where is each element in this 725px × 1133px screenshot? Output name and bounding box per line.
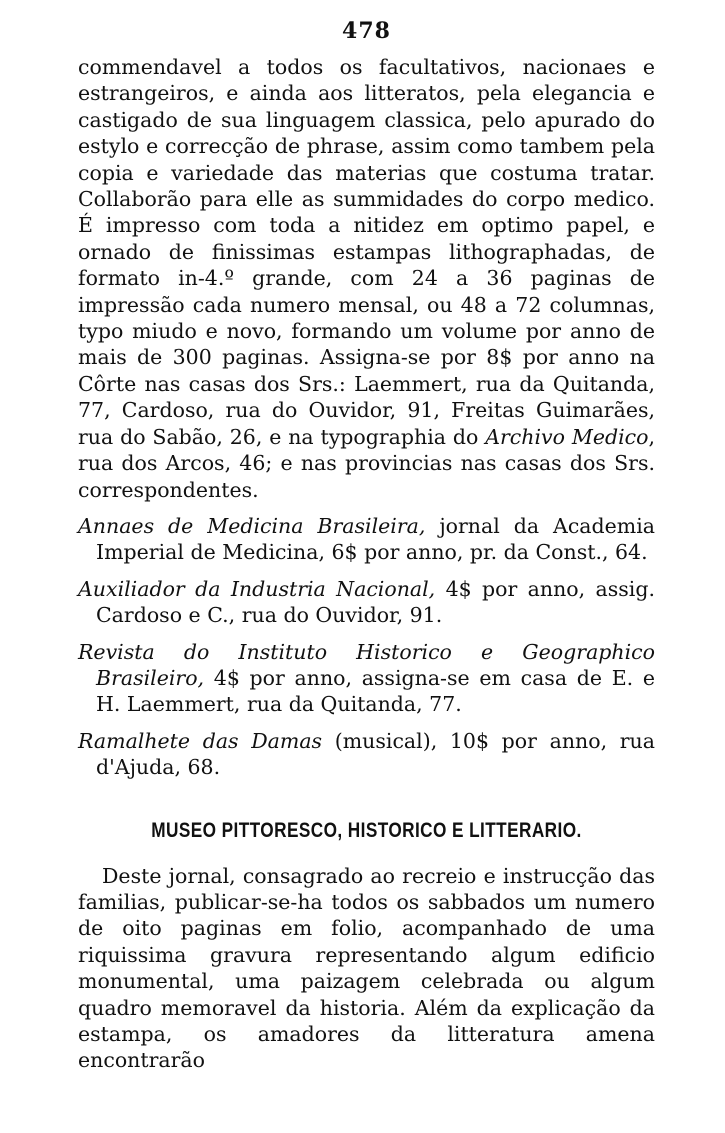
journal-details: jornal da Academia Imperial de Medicina, 6$ por anno, pr. da Const., 64. bbox=[96, 513, 655, 565]
journal-entry bbox=[78, 728, 655, 781]
section-paragraph: Deste jornal, consagrado ao recreio e instrucção das familias, publicar-se-ha todos os sabbados um numero de oito paginas em folio, acompanhado de uma riquissima gravura representando algum edificio monumental, uma paizagem celebrada ou algum quadro memoravel da historia. Além da explicação da estampa, os amadores da litteratura amena encontrarão bbox=[78, 863, 655, 1073]
journal-title: Revista do Instituto Historico e Geographico Brasileiro, bbox=[78, 639, 655, 690]
journal-title: Auxiliador da Industria Nacional, bbox=[78, 576, 436, 601]
continued-paragraph bbox=[78, 54, 655, 503]
continued-paragraph-text: commendavel a todos os facultativos, nacionaes e estrangeiros, e ainda aos litteratos, pela elegancia e castigado de sua linguagem classica, pelo apurado do estylo e correcção de phrase, assim como tambem pela copia e variedade das materias que costuma tratar. Collaborão para elle as summidades do corpo medico. É impresso com toda a nitidez em optimo papel, e ornado de finissimas estampas lithographadas, de formato in-4.º grande, com 24 a 36 paginas de impressão cada numero mensal, ou 48 a 72 columnas, typo miudo e novo, formando um volume por anno de mais de 300 paginas. Assigna-se por 8$ por anno na Côrte nas casas dos Srs.: Laemmert, rua da Quitanda, 77, Cardoso, rua do Ouvidor, 91, Freitas Guimarães, rua do Sabão, 26, e na typographia do bbox=[78, 55, 655, 449]
journal-entry bbox=[78, 576, 655, 629]
journal-details: 4$ por anno, assigna-se em casa de E. e H. Laemmert, rua da Quitanda, 77. bbox=[96, 665, 655, 717]
journal-title: Annaes de Medicina Brasileira, bbox=[78, 513, 426, 538]
journal-details: (musical), 10$ por anno, rua d'Ajuda, 68. bbox=[96, 728, 655, 780]
section-heading: MUSEO PITTORESCO, HISTORICO E LITTERARIO. bbox=[151, 818, 582, 842]
page-number: 478 bbox=[342, 18, 391, 44]
continued-paragraph-tail: , rua dos Arcos, 46; e nas provincias nas casas dos Srs. correspondentes. bbox=[78, 424, 655, 502]
journal-title: Ramalhete das Damas bbox=[78, 728, 323, 753]
journal-entry bbox=[78, 513, 655, 566]
archivo-medico-title: Archivo Medico bbox=[485, 424, 649, 449]
journal-details: 4$ por anno, assig. Cardoso e C., rua do Ouvidor, 91. bbox=[96, 576, 655, 628]
journal-entry bbox=[78, 639, 655, 718]
